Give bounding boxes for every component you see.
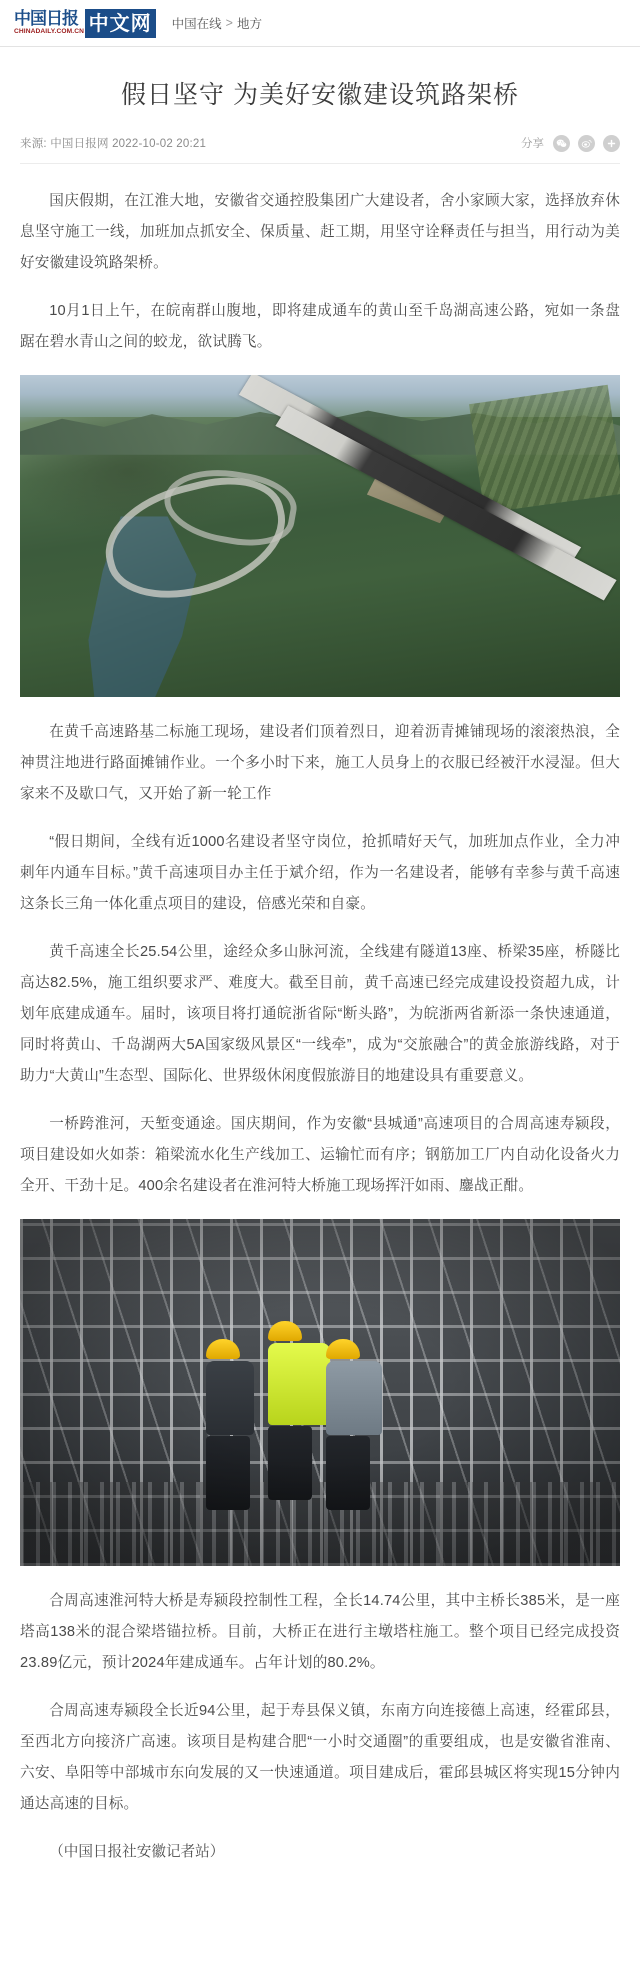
photo-vignette (20, 1219, 620, 1566)
paragraph: 国庆假期，在江淮大地，安徽省交通控股集团广大建设者，舍小家顾大家，选择放弃休息坚守施工一线，加班加点抓安全、保质量、赶工期，用坚守诠释责任与担当，用行动为美好安徽建设筑路架桥。 (20, 192, 620, 271)
site-header (0, 0, 640, 47)
photo-terraced-field (469, 385, 620, 513)
breadcrumb-item-local[interactable]: 地方 (236, 17, 262, 31)
wechat-share-icon[interactable] (553, 135, 570, 152)
share-label: 分享 (521, 138, 544, 151)
logo-domain-text: CHINADAILY.COM.CN (14, 28, 85, 35)
paragraph: 合周高速寿颍段全长近94公里，起于寿县保义镇，东南方向连接德上高速，经霍邱县，至西北方向接济广高速。该项目是构建合肥“一小时交通圈”的重要组成，也是安徽省淮南、六安、阜阳等中部城市东向发展的又一快速通道。项目建成后，霍邱县城区将实现15分钟内通达高速的目标。 (20, 1702, 620, 1812)
breadcrumb-item-china-online[interactable]: 中国在线 (171, 17, 222, 31)
logo-chinese-badge: 中文网 (85, 9, 156, 38)
article-source-and-date: 来源: 中国日报网 2022-10-02 20:21 (20, 138, 207, 151)
paragraph: 一桥跨淮河，天堑变通途。国庆期间，作为安徽“县城通”高速项目的合周高速寿颍段，项目建设如火如荼：箱梁流水化生产线加工、运输忙而有序；钢筋加工厂内自动化设备火力全开、干劲十足。400余名建设者在淮河特大桥施工现场挥汗如雨、鏖战正酣。 (20, 1115, 620, 1194)
paragraph: 黄千高速全长25.54公里，途经众多山脉河流，全线建有隧道13座、桥梁35座，桥隧比高达82.5%，施工组织要求严、难度大。截至目前，黄千高速已经完成建设投资超九成，计划年底建成通车。届时，该项目将打通皖浙省际“断头路”，为皖浙两省新添一条快速通道，同时将黄山、千岛湖两大5A国家级风景区“一线牵”，成为“交旅融合”的黄金旅游线路，对于助力“大黄山”生态型、国际化、世界级休闲度假旅游目的地建设具有重要意义。 (20, 943, 620, 1084)
weibo-share-icon[interactable] (578, 135, 595, 152)
aerial-highway-photo-image (20, 375, 620, 697)
page-title: 假日坚守 为美好安徽建设筑路架桥 (121, 81, 519, 109)
paragraph: 10月1日上午，在皖南群山腹地，即将建成通车的黄山至千岛湖高速公路，宛如一条盘踞在碧水青山之间的蛟龙，欲试腾飞。 (20, 302, 620, 350)
paragraph: “假日期间，全线有近1000名建设者坚守岗位，抢抓晴好天气，加班加点作业，全力冲刺年内通车目标。”黄千高速项目办主任于斌介绍，作为一名建设者，能够有幸参与黄千高速这条长三角一体化重点项目的建设，倍感光荣和自豪。 (20, 833, 620, 912)
aerial-highway-photo (20, 375, 620, 697)
rebar-workers-photo-image (20, 1219, 620, 1566)
breadcrumb (172, 14, 262, 32)
paragraph: 在黄千高速路基二标施工现场，建设者们顶着烈日，迎着沥青摊铺现场的滚滚热浪，全神贯注地进行路面摊铺作业。一个多小时下来，施工人员身上的衣服已经被汗水浸湿。但大家来不及歇口气，又开始了新一轮工作 (20, 723, 620, 802)
article-body (20, 164, 620, 1868)
article-meta-row (20, 135, 620, 164)
more-share-icon[interactable] (603, 135, 620, 152)
site-logo[interactable] (14, 8, 156, 39)
logo-primary-text: 中国日报 (14, 9, 78, 29)
share-bar (521, 135, 620, 152)
chinadaily-wordmark (14, 8, 83, 39)
paragraph: 合周高速淮河特大桥是寿颍段控制性工程，全长14.74公里，其中主桥长385米，是一座塔高138米的混合梁塔锚拉桥。目前，大桥正在进行主墩塔柱施工。整个项目已经完成投资23.89亿元，预计2024年建成通车。占年计划的80.2%。 (20, 1592, 620, 1671)
rebar-workers-photo (20, 1219, 620, 1566)
breadcrumb-separator: > (225, 16, 233, 30)
article-container (0, 79, 640, 1868)
article-credit: （中国日报社安徽记者站） (49, 1843, 225, 1860)
